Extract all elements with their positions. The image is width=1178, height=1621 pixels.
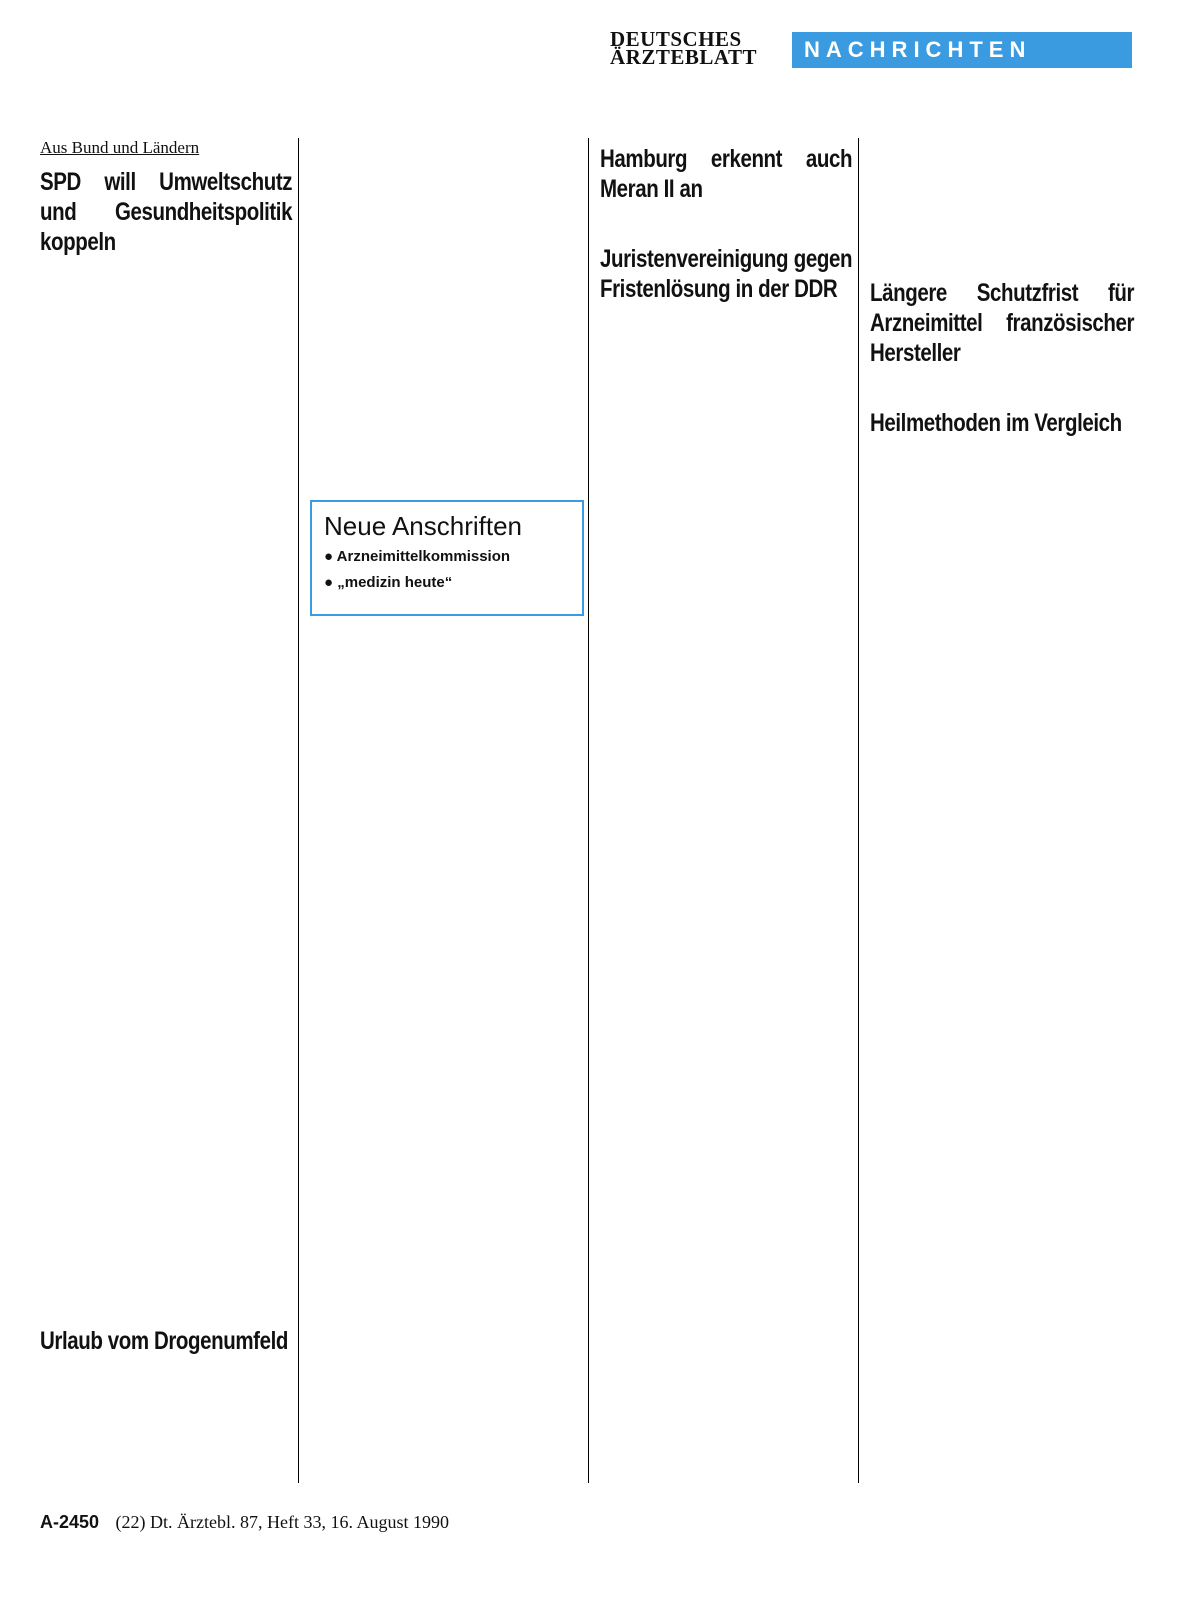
urlaub-block	[40, 1320, 292, 1364]
headline-urlaub: Urlaub vom Drogenumfeld	[40, 1327, 288, 1355]
title-line-1: DEUTSCHES	[610, 27, 742, 51]
column-rule	[298, 138, 299, 1483]
headline-hamburg: Hamburg erkennt auch Meran II an	[600, 145, 853, 203]
address-box	[310, 500, 584, 616]
section-label: Aus Bund und Ländern	[40, 138, 200, 157]
masthead	[610, 27, 1130, 70]
headline-heilmethoden: Heilmethoden im Vergleich	[870, 409, 1122, 437]
column-rule	[858, 138, 859, 1483]
footer	[40, 1512, 449, 1533]
section-band: NACHRICHTEN	[792, 32, 1132, 68]
footer-citation: (22) Dt. Ärztebl. 87, Heft 33, 16. August 1990	[115, 1512, 450, 1532]
headline-schutzfrist: Längere Schutzfrist für Arzneimittel französischer Hersteller	[870, 279, 1135, 367]
box-item2-head: ● „medizin heute“	[324, 574, 453, 591]
box-title: Neue Anschriften	[324, 511, 523, 541]
column-1	[40, 138, 292, 265]
box-item1-head: ● Arzneimittelkommission	[324, 547, 511, 565]
column-rule	[588, 138, 589, 1483]
publication-title	[610, 27, 757, 69]
headline-juristen: Juristenvereinigung gegen Fristenlösung in der DDR	[600, 245, 853, 303]
title-line-2: ÄRZTEBLATT	[610, 45, 757, 69]
headline-spd: SPD will Umweltschutz und Gesundheitspolitik koppeln	[40, 167, 293, 256]
column-3	[600, 138, 852, 312]
page-number: A-2450	[40, 1512, 100, 1532]
column-4	[870, 138, 1134, 446]
